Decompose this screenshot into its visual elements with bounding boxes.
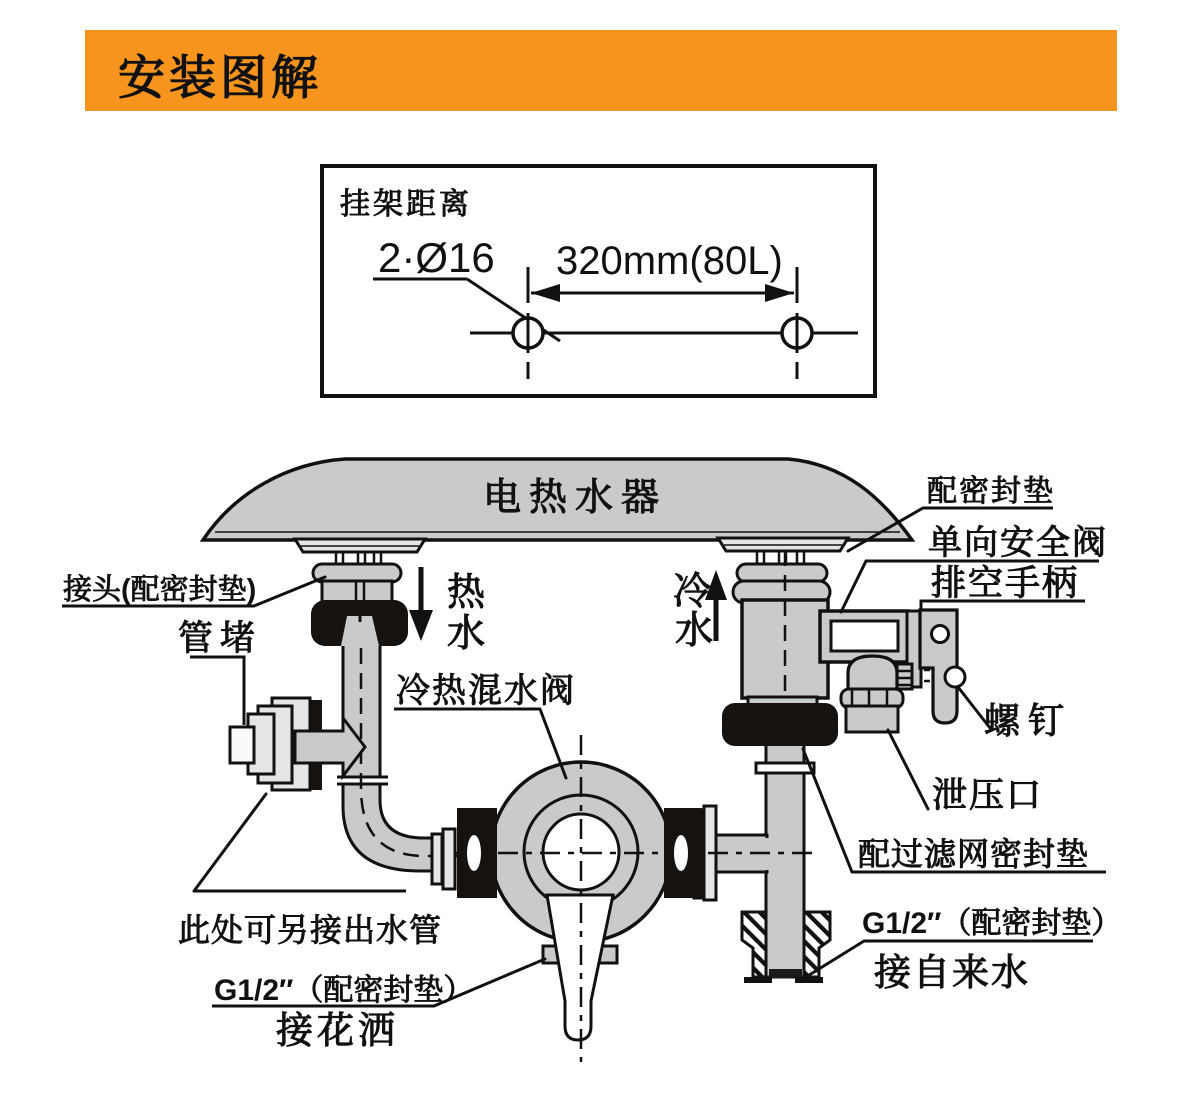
cold-water-indicator [673, 570, 727, 652]
dimension-label: 320mm(80L) [556, 239, 783, 283]
hole-spec-text: 2·Ø16 [378, 234, 495, 281]
label-check-valve-text: 单向安全阀 [928, 524, 1108, 562]
label-drain-handle-text: 排空手柄 [931, 564, 1080, 603]
label-joint-text: 接头(配密封垫) [63, 574, 257, 606]
label-pipe-plug-text: 管堵 [178, 619, 263, 658]
valve-left-flange [432, 834, 442, 884]
label-drain-handle [921, 564, 1085, 611]
down-arrow-icon [409, 610, 433, 641]
hot-word-2: 水 [447, 613, 486, 655]
label-shower-spec [212, 959, 545, 1051]
label-alt-outlet-text: 此处可另接出水管 [178, 912, 443, 948]
label-relief-port [888, 730, 1043, 815]
screw [945, 667, 965, 687]
label-screw-text: 螺钉 [984, 700, 1073, 741]
bracket-distance-box [322, 166, 875, 396]
hot-word-1: 热 [447, 572, 486, 614]
label-joint [62, 572, 325, 606]
mixing-valve [432, 735, 812, 1062]
label-shower-spec-text: G1/2″（配密封垫） [214, 974, 474, 1007]
hot-nut-upper [313, 564, 401, 582]
label-screw [958, 687, 1072, 741]
relief-outlet-block [846, 706, 898, 732]
box-title: 挂架距离 [340, 188, 472, 221]
label-filter-gasket-text: 配过滤网密封垫 [858, 836, 1090, 872]
label-pipe-plug [178, 619, 262, 725]
cold-word-2: 水 [675, 610, 714, 652]
label-inlet-text: 接自来水 [874, 952, 1030, 993]
page-title: 安装图解 [118, 51, 322, 104]
heater-label: 电热水器 [482, 477, 668, 519]
cold-word-1: 冷 [673, 571, 712, 613]
water-heater-body [203, 459, 912, 540]
cold-nut-upper [737, 564, 827, 582]
label-mixing-valve [394, 671, 576, 778]
label-mixing-valve-text: 冷热混水阀 [396, 672, 576, 710]
hot-elbow [343, 784, 433, 871]
cold-union [756, 763, 814, 773]
label-inlet-spec-text: G1/2″（配密封垫） [862, 907, 1122, 940]
dimension-arrow [528, 239, 797, 303]
header-bar [85, 30, 1117, 111]
handle-hole [932, 626, 949, 643]
label-shower-text: 接花洒 [276, 1010, 399, 1051]
label-relief-port-text: 泄压口 [932, 776, 1044, 815]
valve-branch-window [831, 621, 898, 651]
cold-gasket [722, 703, 838, 746]
label-top-gasket-text: 配密封垫 [927, 475, 1055, 508]
label-inlet-spec [806, 907, 1121, 993]
hot-water-indicator [409, 567, 486, 655]
relief-port-dome [848, 656, 897, 691]
